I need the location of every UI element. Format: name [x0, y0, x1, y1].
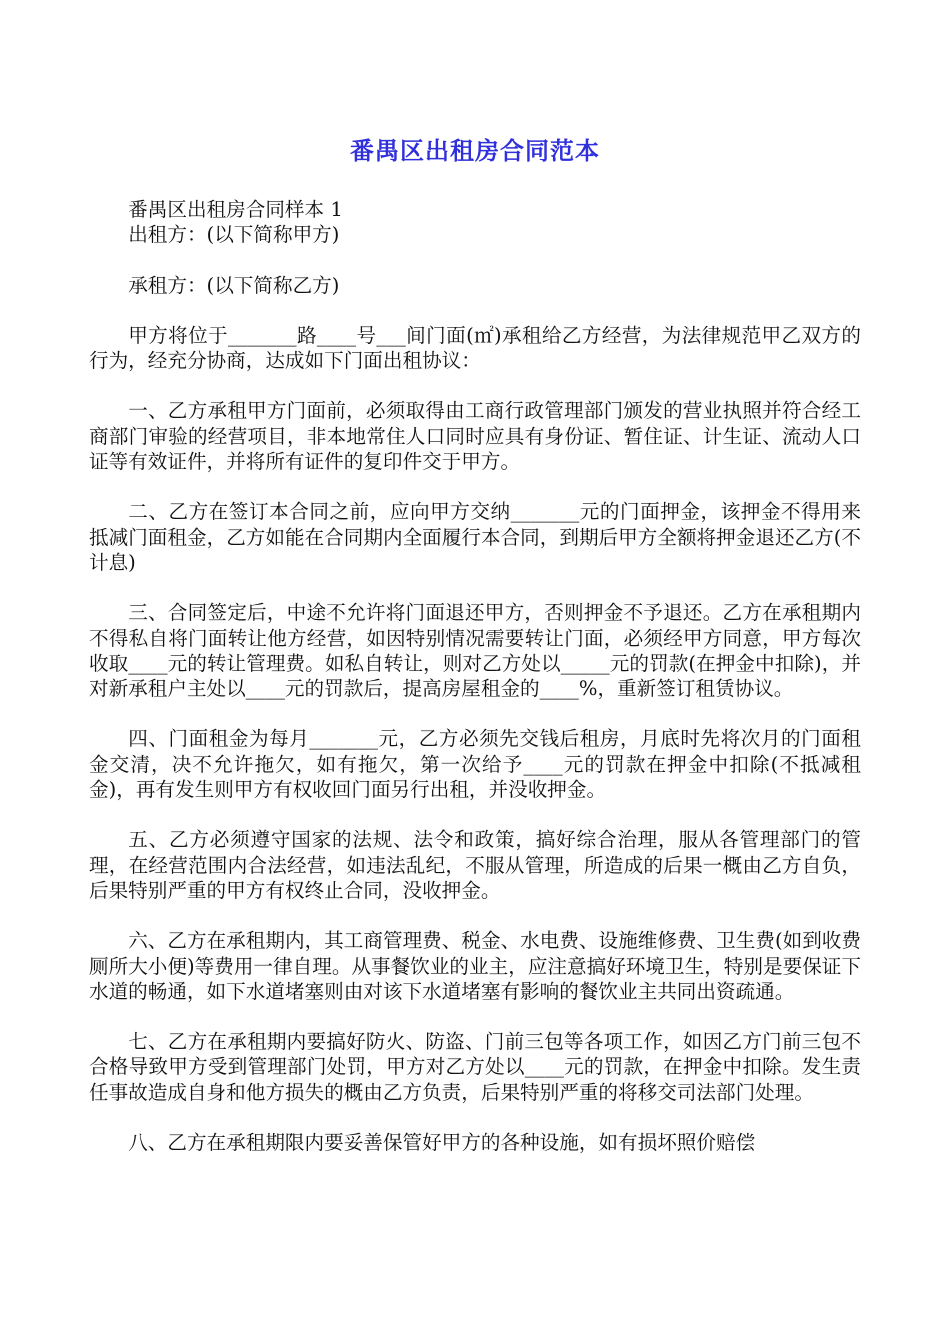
contract-sample-heading: 番禺区出租房合同样本 1	[128, 198, 343, 221]
clause-3: 三、合同签定后，中途不允许将门面退还甲方，否则押金不予退还。乙方在承租期内不得私自将门面转让他方经营，如因特别情况需要转让门面，必须经甲方同意，甲方每次收取____元的转让管理费。如私自转让，则对乙方处以_____元的罚款(在押金中扣除)，并对新承租户主处以____元的罚款后，提高房屋租金的____%，重新签订租赁协议。	[89, 601, 861, 701]
lessor-line: 出租方：(以下简称甲方)	[128, 223, 340, 247]
lessee-line: 承租方：(以下简称乙方)	[128, 273, 340, 297]
clause-6: 六、乙方在承租期内，其工商管理费、税金、水电费、设施维修费、卫生费(如到收费厕所大小便)等费用一律自理。从事餐饮业的业主，应注意搞好环境卫生，特别是要保证下水道的畅通，如下水道堵塞则由对该下水道堵塞有影响的餐饮业主共同出资疏通。	[89, 929, 861, 1003]
clause-7: 七、乙方在承租期内要搞好防火、防盗、门前三包等各项工作，如因乙方门前三包不合格导致甲方受到管理部门处罚，甲方对乙方处以____元的罚款，在押金中扣除。发生责任事故造成自身和他方损失的概由乙方负责，后果特别严重的将移交司法部门处理。	[89, 1030, 861, 1104]
preamble-paragraph: 甲方将位于_______路____号___间门面(㎡)承租给乙方经营，为法律规范甲乙双方的行为，经充分协商，达成如下门面出租协议：	[89, 323, 861, 373]
document-title: 番禺区出租房合同范本	[350, 137, 600, 165]
clause-1: 一、乙方承租甲方门面前，必须取得由工商行政管理部门颁发的营业执照并符合经工商部门审验的经营项目，非本地常住人口同时应具有身份证、暂住证、计生证、流动人口证等有效证件，并将所有证件的复印件交于甲方。	[89, 399, 861, 474]
clause-4: 四、门面租金为每月_______元，乙方必须先交钱后租房，月底时先将次月的门面租金交清，决不允许拖欠，如有拖欠，第一次给予____元的罚款在押金中扣除(不抵减租金)，再有发生则甲方有权收回门面另行出租，并没收押金。	[89, 727, 861, 802]
clause-5: 五、乙方必须遵守国家的法规、法令和政策，搞好综合治理，服从各管理部门的管理，在经营范围内合法经营，如违法乱纪，不服从管理，所造成的后果一概由乙方自负，后果特别严重的甲方有权终止合同，没收押金。	[89, 828, 861, 902]
document-body	[89, 197, 861, 1155]
clause-2: 二、乙方在签订本合同之前，应向甲方交纳_______元的门面押金，该押金不得用来抵减门面租金，乙方如能在合同期内全面履行本合同，到期后甲方全额将押金退还乙方(不计息)	[89, 500, 861, 574]
clause-8: 八、乙方在承租期限内要妥善保管好甲方的各种设施，如有损坏照价赔偿	[128, 1131, 756, 1155]
